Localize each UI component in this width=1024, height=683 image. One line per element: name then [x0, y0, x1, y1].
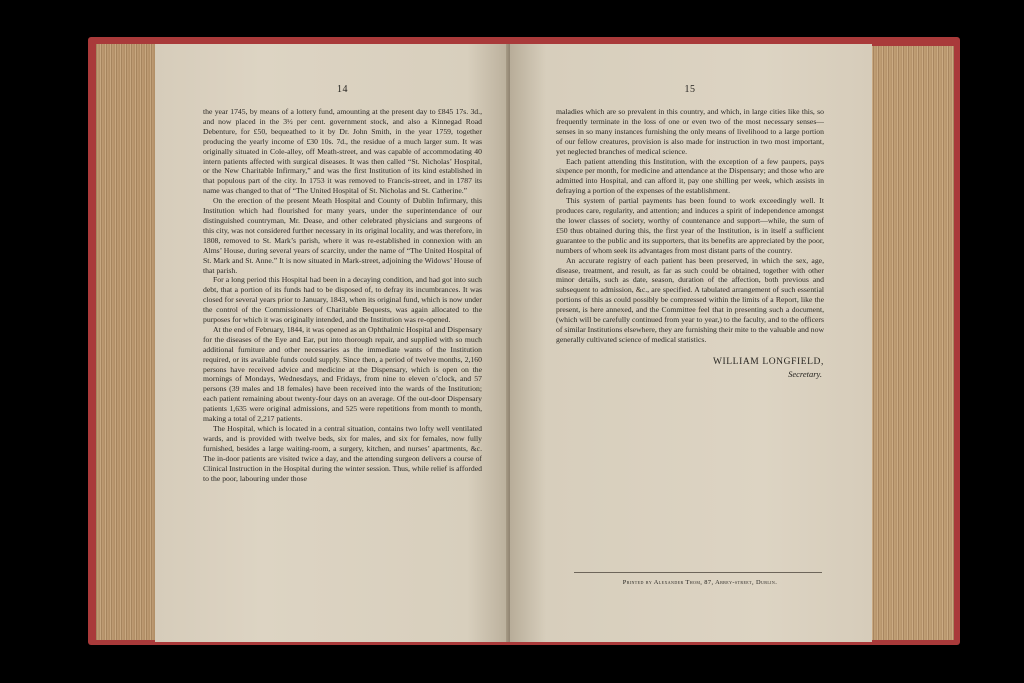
paragraph: The Hospital, which is located in a central situation, contains two lofty well ventilated wards, and is provided with twelve beds, six for males, and six for females, now fully furnished, besides a large waiting-room, a surgery, kitchen, and nurses’ apartments, &c. The in-door patients are visited twice a day, and the attending surgeon delivers a course of Clinical Instruction in the Hospital during the winter session. Thus, while relief is afforded to the poor, labouring under those: [203, 424, 482, 483]
paragraph: maladies which are so prevalent in this country, and which, in large cities like this, so frequently terminate in the loss of one or even two of the most necessary senses—senses in so many instances furnishing the only means of livelihood to a large portion of our fellow creatures, provision is also made for instruction in two most important, yet neglected branches of medical science.: [556, 107, 824, 156]
page-number: 15: [684, 84, 696, 95]
paragraph: For a long period this Hospital had been in a decaying condition, and had got into such debt, that a portion of its funds had to be disposed of, to defray its incumbrances. It was closed for several years prior to January, 1843, when its original fund, which is now under the control of the Commissioners of Charitable Bequests, was again allocated to the purposes for which it was originally intended, and the Institution was re-opened.: [203, 275, 482, 325]
paragraph: An accurate registry of each patient has been preserved, in which the sex, age, disease, treatment, and result, as far as such could be obtained, together with other minor details, such as date, season, duration of the affection, both previous and subsequent to admission, &c., are specified. A tabulated arrangement of such essential portions of this as could possibly be compressed within the limits of a Report, like the present, is here annexed, and the Committee feel that in presenting such a document, (which will be carefully continued from year to year,) to the faculty, and to the officers of similar Institutions elsewhere, they are furnishing their mite to the valuable and now generally cultivated science of medical statistics.: [556, 255, 824, 344]
paragraph: Each patient attending this Institution, with the exception of a few paupers, pays sixpence per month, for medicine and attendance at the Dispensary; and those who are admitted into Hospital, and can afford it, pay one shilling per week, which assists in defraying a portion of the expenses of the establishment.: [556, 156, 824, 196]
signature-title: Secretary.: [788, 368, 822, 379]
left-page-edges: [96, 44, 158, 640]
right-page: [510, 44, 872, 642]
footer-rule: [574, 572, 822, 573]
printer-imprint: Printed by Alexander Thom, 87, Abbey-street, Dublin.: [622, 579, 778, 586]
paragraph: At the end of February, 1844, it was opened as an Ophthalmic Hospital and Dispensary for the diseases of the Eye and Ear, put into thorough repair, and supplied with so much additional furniture and other necessaries as the immediate wants of the Institution required, or its available funds could supply. Since then, a period of twelve months, 2,160 persons have received advice and medicine at the Dispensary, which is open on the mornings of Mondays, Wednesdays, and Fridays, from nine to eleven o’clock, and 57 persons (39 males and 18 females) have been received into the wards of the Institution; each patient remaining about twenty-four days on an average. Of the out-door Dispensary patients 1,635 were original admissions, and 525 were repetitions from month to month, making a total of 2,217 patients.: [203, 324, 482, 424]
paragraph: the year 1745, by means of a lottery fund, amounting at the present day to £845 17s. 3d., and now placed in the 3½ per cent. government stock, and also a Kinnegad Road Debenture, for £50, bequeathed to it by Dr. John Smith, in the year 1759, together producing the yearly income of £30 10s. 7d., the residue of a much larger sum. It was originally situated in Cole-alley, off Meath-street, and was capable of accommodating 40 intern patients affected with surgical diseases. It was then called “St. Nicholas’ Hospital, or the New Charitable Infirmary,” and was the first Institution of its kind established in that populous part of the city. In 1753 it was removed to Francis-street, and in 1787 its name was changed to that of “The United Hospital of St. Nicholas and St. Catherine.”: [203, 107, 482, 196]
page-number: 14: [337, 84, 348, 95]
paragraph: This system of partial payments has been found to work exceedingly well. It produces care, regularity, and attention; and induces a spirit of independence amongst the lower classes of society, worthy of countenance and support—while, the sum of £50 thus obtained during this, the first year of the Institution, is in itself a sufficient guarantee to the public and its supporters, that its benefits are appreciated by the poor, numbers of whom seek its advantages from most distant parts of the country.: [556, 196, 824, 255]
left-page: [155, 44, 510, 642]
signature-name: WILLIAM LONGFIELD,: [712, 356, 824, 367]
right-page-edges: [868, 46, 954, 640]
paragraph: On the erection of the present Meath Hospital and County of Dublin Infirmary, this Institution which had flourished for many years, under the superintendance of our distinguished countryman, Mr. Dease, and other celebrated physicians and surgeons of this city, was not considered further necessary in its original locality, and was therefore, in 1808, removed to St. Mark’s parish, where it was re-established in connexion with an Alms’ House, during several years of scarcity, under the name of “The United Hospital of St. Mark and St. Anne.” It is now situated in Mark-street, adjoining the Widows’ House of that parish.: [203, 196, 482, 275]
